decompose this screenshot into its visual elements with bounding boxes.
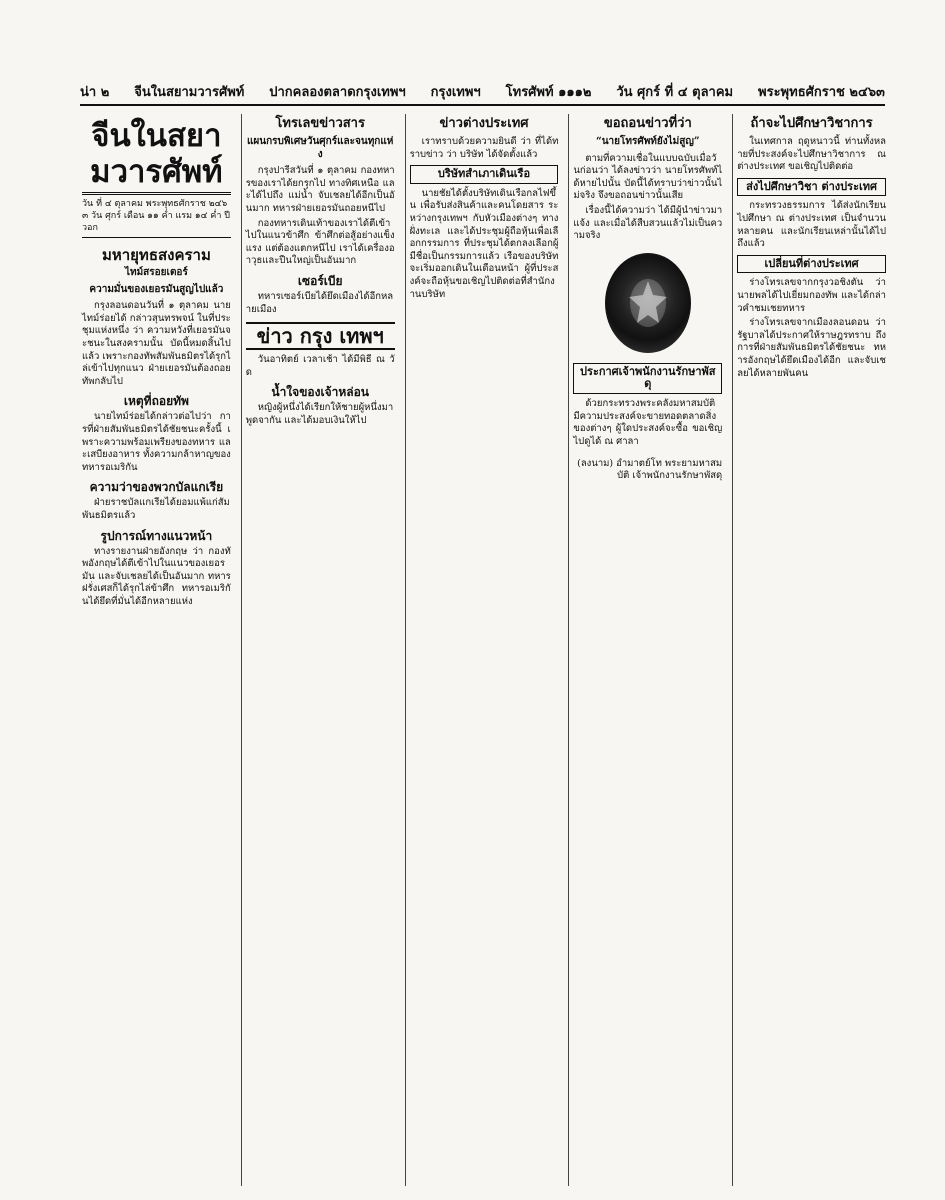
boxed-heading: เปลี่ยนที่ต่างประเทศ: [737, 255, 886, 274]
section-heading: รูปการณ์ทางแนวหน้า: [100, 528, 213, 543]
phone-label: โทรศัพท์ ๑๑๑๒: [505, 84, 592, 100]
page-header: [80, 80, 885, 106]
article-paragraph: นายไทม์ร่อยได้กล่าวต่อไปว่า การที่ฝ่ายสัมพันธมิตรได้ชัยชนะครั้งนี้ เพราะความพร้อมเพรียงของทหาร และเสบียงอาหาร ทั้งความกล้าหาญของทหารอเมริกัน: [82, 411, 231, 473]
section-heading: น้ำใจของเจ้าหล่อน: [271, 385, 370, 400]
article-paragraph: เรื่องนี้ได้ความว่า ได้มีผู้นำข่าวมาแจ้ง และเมื่อได้สืบสวนแล้วไม่เป็นความจริง: [573, 204, 723, 242]
article-paragraph: วันอาทิตย์ เวลาเช้า ได้มีพิธี ณ วัด: [245, 354, 395, 378]
subheadline-reuters: ไทม์สรอยเตอร์: [124, 267, 188, 278]
article-paragraph: ตามที่ความเชื่อในแบบฉบับเมื่อวันก่อนว่า ได้ลงข่าวว่า นายโทรศัพท์ได้หายไปนั้น บัดนี้ได้ทราบว่าข่าวนั้นไม่จริง จึงขอถอนข่าวนั้นเสีย: [573, 152, 723, 202]
article-paragraph: ทหารเซอร์เบียได้ยึดเมืองได้อีกหลายเมือง: [245, 290, 394, 315]
page-number: น่า ๒: [80, 84, 110, 100]
notice-heading: ประกาศเจ้าพนักงานรักษาพัสดุ: [573, 363, 722, 394]
column-heading: ถ้าจะไปศึกษาวิชาการ: [750, 116, 873, 131]
column-2: [241, 114, 399, 1186]
column-heading: โทรเลขข่าวสาร: [275, 116, 365, 131]
column-subheading: “นายโทรศัพท์ยังไม่สูญ”: [595, 136, 700, 147]
article-paragraph: ร่างโทรเลขจากกรุงวอชิงตัน ว่า นายพลได้ไปเยี่ยมกองทัพ และได้กล่าวคำชมเชยทหาร: [737, 277, 886, 314]
article-paragraph: ในเทศกาล ฤดูหนาวนี้ ท่านทั้งหลายที่ประสงค์จะไปศึกษาวิชาการ ณ ต่างประเทศ ขอเชิญไปติดต่อ: [737, 136, 886, 173]
article-paragraph: ด้วยกระทรวงพระคลังมหาสมบัติ มีความประสงค์จะขายทอดตลาดสิ่งของต่างๆ ผู้ใดประสงค์จะซื้อ ขอเชิญไปดูได้ ณ ศาลา: [573, 397, 723, 447]
section-label: ปากคลองตลาดกรุงเทพฯ: [269, 84, 406, 100]
boxed-heading: บริษัทสำเภาเดินเรือ: [410, 165, 559, 184]
article-paragraph: ร่างโทรเลขจากเมืองลอนดอน ว่า รัฐบาลได้ประกาศให้ราษฎรทราบ ถึงการที่ฝ่ายสัมพันธมิตรได้ชัยชนะ ทหารอังกฤษได้ยึดเมืองได้อีก และจับเชลยได้หลายพันคน: [737, 317, 886, 379]
article-paragraph: กรุงปารีสวันที่ ๑ ตุลาคม กองทหารของเราได้ยกรุกไป ทางทิศเหนือ และได้ไปถึง แม่น้ำ จับเชลยได้อีกเป็นอันมาก ทหารฝ่ายเยอรมันถอยหนีไป: [245, 165, 395, 214]
column-heading: ขอถอนข่าวที่ว่า: [603, 116, 692, 131]
column-1: [78, 114, 235, 1186]
column-5: [732, 114, 890, 1186]
bangkok-news-heading: ข่าว กรุง เทพฯ: [246, 322, 395, 350]
section-heading: ความว่าของพวกบัลแกเรีย: [89, 480, 224, 495]
column-subheading: แผนกรบพิเศษวันศุกร์และจนทุกแห่ง: [246, 136, 394, 160]
subtitle: ความมั่นของเยอรมันสูญไปแล้ว: [89, 283, 224, 295]
section-heading: เหตุที่ถอยทัพ: [123, 394, 189, 409]
paper-name: จีนในสยามวารศัพท์: [134, 84, 245, 100]
article-paragraph: หญิงผู้หนึ่งได้เรียกให้ชายผู้หนึ่งมาพูดจากัน และได้มอบเงินให้ไป: [245, 402, 394, 426]
article-paragraph: กองทหารเดินเท้าของเราได้ตีเข้าไปในแนวข้าศึก ข้าศึกต่อสู้อย่างแข็งแรง แต่ต้องแตกหนีไป เราได้เครื่องอาวุธและปืนใหญ่เป็นอันมาก: [245, 217, 395, 267]
royal-emblem-icon: [605, 253, 691, 353]
article-paragraph: ฝ่ายราชบัลแกเรียได้ยอมแพ้แก่สัมพันธมิตรแล้ว: [82, 497, 230, 521]
city-label: กรุงเทพฯ: [430, 84, 481, 100]
column-4: [568, 114, 726, 1186]
article-paragraph: กระทรวงธรรมการ ได้ส่งนักเรียนไปศึกษา ณ ต่างประเทศ เป็นจำนวนหลายคน และนักเรียนเหล่านั้นได้ไปถึงแล้ว: [737, 200, 886, 250]
article-paragraph: นายชัยได้ตั้งบริษัทเดินเรือกลไฟขึ้น เพื่อรับส่งสินค้าและคนโดยสาร ระหว่างกรุงเทพฯ กับหัวเมืองต่างๆ ทางฝั่งทะเล และได้ประชุมผู้ถือหุ้นเพื่อเลือกกรรมการ ที่ประชุมได้ตกลงเลือกผู้มีชื่อเป็นกรรมการแล้ว เรือของบริษัทจะเริ่มออกเดินในเดือนหน้า ผู้ที่ประสงค์จะถือหุ้นขอเชิญไปติดต่อที่สำนักงานบริษัท: [409, 187, 559, 300]
article-columns: [78, 114, 890, 1186]
column-heading: ข่าวต่างประเทศ: [439, 116, 529, 131]
masthead: จีนในสยามวารศัพท์: [82, 114, 231, 195]
article-paragraph: ทางรายงานฝ่ายอังกฤษ ว่า กองทัพอังกฤษได้ตีเข้าไปในแนวของเยอรมัน และจับเชลยได้เป็นอันมาก ทหารฝรั่งเศสก็ได้รุกไล่ข้าศึก ทหารอเมริกันได้ยึดที่มั่นได้อีกหลายแห่ง: [82, 545, 231, 607]
signature-line: (ลงนาม) อำมาตย์โท พระยามหาสมบัติ เจ้าพนักงานรักษาพัสดุ: [577, 457, 723, 482]
article-paragraph: กรุงลอนดอนวันที่ ๑ ตุลาคม นายไทม์ร่อยได้ กล่าวสุนทรพจน์ ในที่ประชุมแห่งหนึ่ง ว่า ความหวังที่เยอรมันจะชนะในสงครามนั้น บัดนี้หมดสิ้นไปแล้ว เพราะกองทัพสัมพันธมิตรได้รุกไล่เข้าไปทุกแนว ฝ่ายเยอรมันต้องถอยทัพกลับไป: [82, 300, 231, 387]
date-label: วัน ศุกร์ ที่ ๔ ตุลาคม: [616, 84, 734, 100]
masthead-info: วัน ที่ ๔ ตุลาคม พระพุทธศักราช ๒๔๖๓ วัน ศุกร์ เดือน ๑๑ ค่ำ แรม ๑๔ ค่ำ ปีวอก: [82, 195, 231, 238]
year-label: พระพุทธศักราช ๒๔๖๓: [758, 84, 885, 100]
article-paragraph: เราทราบด้วยความยินดี ว่า ที่ได้ทราบข่าว ว่า บริษัท ได้จัดตั้งแล้ว: [409, 136, 559, 160]
boxed-heading: ส่งไปศึกษาวิชา ต่างประเทศ: [737, 178, 886, 197]
headline-war: มหายุทธสงคราม: [101, 246, 211, 264]
column-3: [405, 114, 563, 1186]
section-heading: เซอร์เบีย: [297, 273, 343, 288]
